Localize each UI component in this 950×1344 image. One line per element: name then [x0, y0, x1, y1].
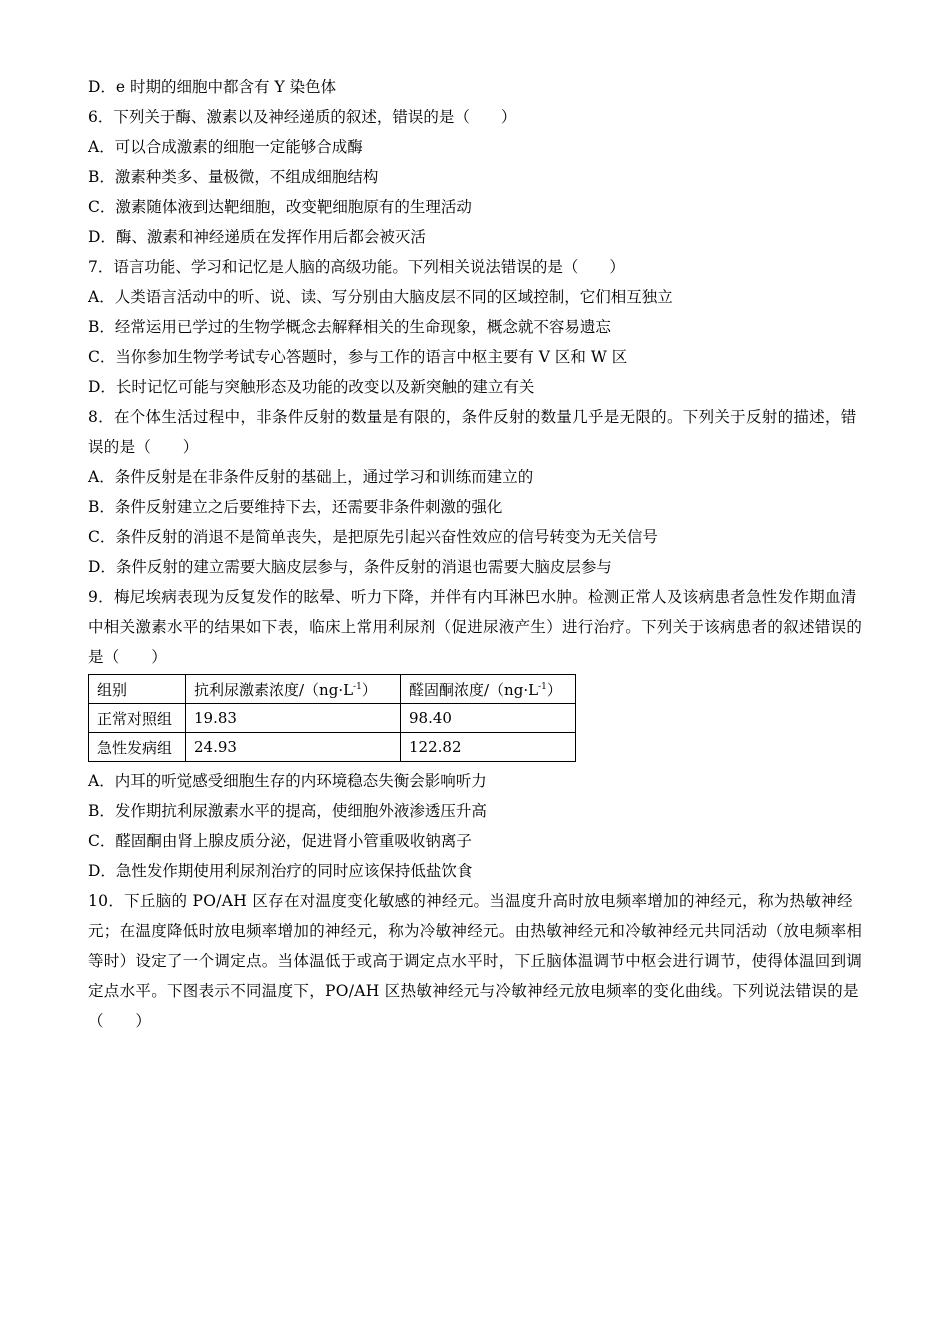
q8-option-b: B．条件反射建立之后要维持下去，还需要非条件刺激的强化	[88, 498, 503, 516]
q6-option-b: B．激素种类多、量极微，不组成细胞结构	[88, 168, 379, 186]
q7-stem: 7．语言功能、学习和记忆是人脑的高级功能。下列相关说法错误的是（ ）	[88, 258, 625, 276]
header-adh-sup: -1	[353, 681, 362, 692]
q6-option-a: A．可以合成激素的细胞一定能够合成酶	[88, 138, 363, 156]
q9-option-a: A．内耳的听觉感受细胞生存的内环境稳态失衡会影响听力	[88, 772, 487, 790]
cell-ald: 122.82	[401, 733, 576, 762]
header-adh-text: 抗利尿激素浓度/（ng·L	[194, 680, 354, 699]
q7-option-d: D．长时记忆可能与突触形态及功能的改变以及新突触的建立有关	[88, 378, 535, 396]
q9-stem: 9．梅尼埃病表现为反复发作的眩晕、听力下降，并伴有内耳淋巴水肿。检测正常人及该病患者急性发作期血清中相关激素水平的结果如下表，临床上常用利尿剂（促进尿液产生）进行治疗。下列关于该病患者的叙述错误的是（ ）	[88, 588, 863, 666]
q8-option-a: A．条件反射是在非条件反射的基础上，通过学习和训练而建立的	[88, 468, 534, 486]
header-ald-sup: -1	[538, 681, 547, 692]
hormone-table	[88, 674, 576, 762]
q7-option-c: C．当你参加生物学考试专心答题时，参与工作的语言中枢主要有 V 区和 W 区	[88, 348, 628, 366]
q9-option-c: C．醛固酮由肾上腺皮质分泌，促进肾小管重吸收钠离子	[88, 832, 472, 850]
q5-option-d: D．e 时期的细胞中都含有 Y 染色体	[88, 78, 337, 96]
header-adh	[186, 675, 401, 704]
q9-option-d: D．急性发作期使用利尿剂治疗的同时应该保持低盐饮食	[88, 862, 473, 880]
cell-group: 正常对照组	[89, 704, 186, 733]
cell-ald: 98.40	[401, 704, 576, 733]
header-group: 组别	[89, 675, 186, 704]
q8-option-d: D．条件反射的建立需要大脑皮层参与，条件反射的消退也需要大脑皮层参与	[88, 558, 612, 576]
q10-stem: 10．下丘脑的 PO/AH 区存在对温度变化敏感的神经元。当温度升高时放电频率增加的神经元，称为热敏神经元；在温度降低时放电频率增加的神经元，称为冷敏神经元。由热敏神经元和冷敏神经元共同活动（放电频率相等时）设定了一个调定点。当体温低于或高于调定点水平时，下丘脑体温调节中枢会进行调节，使得体温回到调定点水平。下图表示不同温度下，PO/AH 区热敏神经元与冷敏神经元放电频率的变化曲线。下列说法错误的是（ ）	[88, 892, 863, 1030]
q6-stem: 6．下列关于酶、激素以及神经递质的叙述，错误的是（ ）	[88, 108, 517, 126]
header-ald-close: ）	[546, 680, 562, 699]
header-ald	[401, 675, 576, 704]
header-adh-close: ）	[361, 680, 377, 699]
q6-option-c: C．激素随体液到达靶细胞，改变靶细胞原有的生理活动	[88, 198, 472, 216]
q7-option-a: A．人类语言活动中的听、说、读、写分别由大脑皮层不同的区域控制，它们相互独立	[88, 288, 673, 306]
cell-adh: 19.83	[186, 704, 401, 733]
cell-adh: 24.93	[186, 733, 401, 762]
cell-group: 急性发病组	[89, 733, 186, 762]
table-row	[89, 733, 576, 762]
header-ald-text: 醛固酮浓度/（ng·L	[409, 680, 539, 699]
table-row	[89, 704, 576, 733]
q6-option-d: D．酶、激素和神经递质在发挥作用后都会被灭活	[88, 228, 426, 246]
q7-option-b: B．经常运用已学过的生物学概念去解释相关的生命现象，概念就不容易遗忘	[88, 318, 611, 336]
q8-stem: 8．在个体生活过程中，非条件反射的数量是有限的，条件反射的数量几乎是无限的。下列关于反射的描述，错误的是（ ）	[88, 408, 857, 456]
table-header-row	[89, 675, 576, 704]
q9-option-b: B．发作期抗利尿激素水平的提高，使细胞外液渗透压升高	[88, 802, 487, 820]
exam-page	[88, 72, 868, 1036]
q8-option-c: C．条件反射的消退不是简单丧失，是把原先引起兴奋性效应的信号转变为无关信号	[88, 528, 658, 546]
